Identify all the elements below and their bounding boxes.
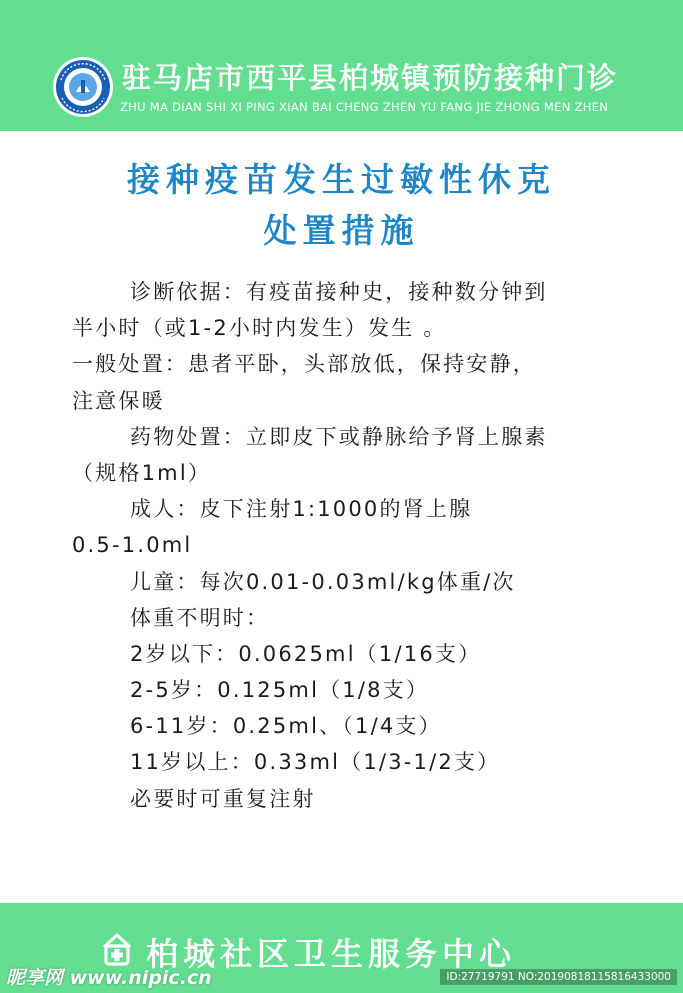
procedure-text: [72, 274, 632, 817]
text-line: 诊断依据：有疫苗接种史，接种数分钟到: [130, 280, 548, 304]
text-line: 儿童：每次0.01-0.03ml/kg体重/次: [130, 569, 516, 594]
watermark-site: 昵享网 www.nipic.cn: [6, 967, 212, 989]
vaccination-logo-icon: [52, 56, 114, 118]
header-band: [0, 0, 683, 131]
text-line: 体重不明时：: [130, 605, 270, 630]
text-line: 11岁以上：0.33ml（1/3-1/2支）: [130, 750, 501, 775]
text-line: 2-5岁：0.125ml（1/8支）: [130, 678, 430, 703]
text-line: 一般处置：患者平卧，头部放低，保持安静，: [72, 352, 536, 377]
text-line: 必要时可重复注射: [130, 786, 316, 811]
watermark-id: ID:27719791 NO:20190818115816433000: [440, 969, 677, 985]
text-line: （规格1ml）: [72, 460, 212, 485]
organization-name: 驻马店市西平县柏城镇预防接种门诊: [122, 61, 619, 95]
page-title-line-1: 接种疫苗发生过敏性休克: [127, 160, 556, 199]
text-line: 6-11岁：0.25ml、（1/4支）: [130, 714, 442, 739]
organization-pinyin: ZHU MA DIAN SHI XI PING XIAN BAI CHENG ZHEN YU FANG JIE ZHONG MEN ZHEN: [120, 100, 609, 114]
page-title-line-2: 处置措施: [263, 211, 420, 250]
text-line: 半小时（或1-2小时内发生）发生 。: [72, 316, 447, 341]
health-center-name: 柏城社区卫生服务中心: [146, 935, 517, 973]
footer-band: [0, 903, 683, 993]
text-line: 药物处置：立即皮下或静脉给予肾上腺素: [130, 424, 548, 449]
text-line: 成人：皮下注射1:1000的肾上腺: [130, 497, 473, 522]
text-line: 2岁以下：0.0625ml（1/16支）: [130, 641, 482, 666]
text-line: 0.5-1.0ml: [72, 533, 193, 558]
text-line: 注意保暖: [72, 388, 165, 413]
